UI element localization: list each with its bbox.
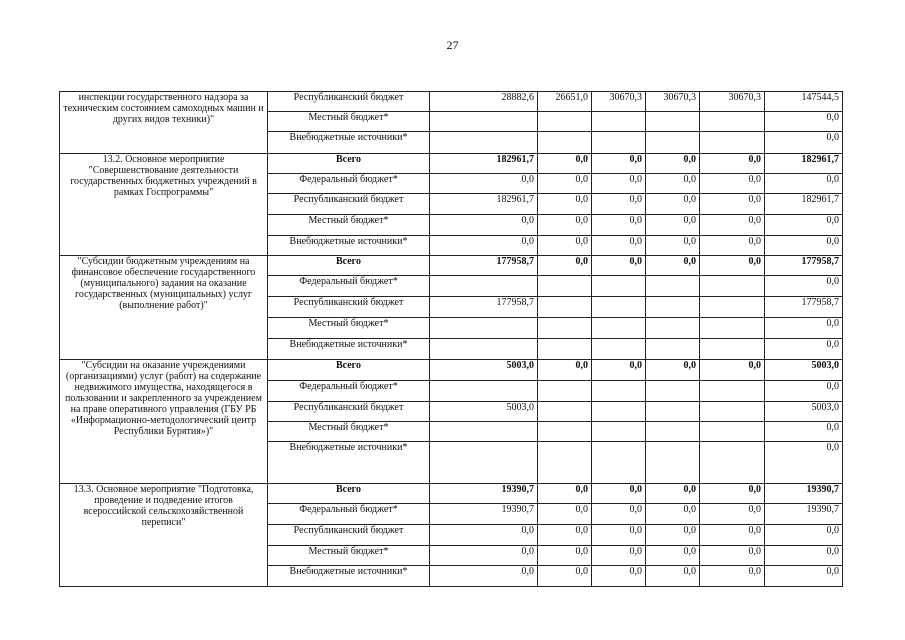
year-value-cell: 30670,3 (700, 92, 765, 112)
year-value-cell: 0,0 (646, 154, 700, 174)
year-value-cell (592, 442, 646, 484)
year-value-cell: 0,0 (646, 256, 700, 276)
year-value-cell (538, 132, 592, 154)
year-value-cell: 19390,7 (430, 484, 538, 504)
total-value-cell: 0,0 (765, 381, 843, 402)
funding-source-cell: Федеральный бюджет* (268, 504, 430, 525)
year-value-cell: 0,0 (592, 360, 646, 381)
year-value-cell (646, 442, 700, 484)
year-value-cell (430, 276, 538, 297)
year-value-cell: 0,0 (700, 484, 765, 504)
total-value-cell: 5003,0 (765, 360, 843, 381)
year-value-cell: 0,0 (592, 174, 646, 194)
event-title-cell: инспекции государственного надзора за техническим состоянием самоходных машин и других видов техники)" (60, 92, 268, 154)
funding-source-cell: Внебюджетные источники* (268, 132, 430, 154)
year-value-cell: 0,0 (538, 546, 592, 566)
year-value-cell: 30670,3 (592, 92, 646, 112)
funding-source-cell: Федеральный бюджет* (268, 381, 430, 402)
year-value-cell: 0,0 (592, 566, 646, 587)
year-value-cell (430, 132, 538, 154)
year-value-cell: 0,0 (646, 215, 700, 236)
year-value-cell: 0,0 (430, 546, 538, 566)
year-value-cell: 0,0 (538, 236, 592, 256)
total-value-cell: 182961,7 (765, 194, 843, 215)
year-value-cell: 0,0 (646, 525, 700, 546)
funding-source-cell: Местный бюджет* (268, 215, 430, 236)
year-value-cell (592, 422, 646, 442)
year-value-cell (700, 112, 765, 132)
total-value-cell: 177958,7 (765, 297, 843, 318)
year-value-cell: 0,0 (592, 484, 646, 504)
funding-source-cell: Республиканский бюджет (268, 402, 430, 422)
year-value-cell: 0,0 (538, 215, 592, 236)
table-row (60, 256, 843, 276)
year-value-cell: 0,0 (646, 236, 700, 256)
total-value-cell: 0,0 (765, 236, 843, 256)
year-value-cell (592, 339, 646, 360)
funding-source-cell: Внебюджетные источники* (268, 566, 430, 587)
year-value-cell: 0,0 (592, 525, 646, 546)
year-value-cell (430, 112, 538, 132)
funding-source-cell: Местный бюджет* (268, 318, 430, 339)
year-value-cell: 0,0 (592, 256, 646, 276)
year-value-cell: 0,0 (700, 194, 765, 215)
year-value-cell (538, 112, 592, 132)
total-value-cell: 19390,7 (765, 504, 843, 525)
year-value-cell (538, 339, 592, 360)
year-value-cell: 19390,7 (430, 504, 538, 525)
year-value-cell: 0,0 (592, 194, 646, 215)
year-value-cell: 0,0 (700, 525, 765, 546)
page-number: 27 (446, 38, 459, 52)
year-value-cell: 0,0 (646, 194, 700, 215)
year-value-cell: 177958,7 (430, 256, 538, 276)
total-value-cell: 177958,7 (765, 256, 843, 276)
total-value-cell: 0,0 (765, 215, 843, 236)
total-value-cell: 0,0 (765, 442, 843, 484)
year-value-cell (700, 402, 765, 422)
year-value-cell (646, 422, 700, 442)
year-value-cell (592, 381, 646, 402)
year-value-cell (700, 442, 765, 484)
year-value-cell (538, 381, 592, 402)
year-value-cell (700, 276, 765, 297)
year-value-cell (700, 339, 765, 360)
year-value-cell: 5003,0 (430, 360, 538, 381)
year-value-cell (646, 339, 700, 360)
year-value-cell (430, 381, 538, 402)
year-value-cell (430, 442, 538, 484)
year-value-cell (646, 381, 700, 402)
year-value-cell: 0,0 (430, 525, 538, 546)
year-value-cell: 0,0 (592, 236, 646, 256)
funding-source-cell: Федеральный бюджет* (268, 276, 430, 297)
year-value-cell (646, 402, 700, 422)
table-body (60, 92, 843, 587)
total-value-cell: 0,0 (765, 566, 843, 587)
year-value-cell: 0,0 (700, 256, 765, 276)
year-value-cell: 0,0 (646, 174, 700, 194)
event-title-cell: 13.3. Основное мероприятие "Подготовка, проведение и подведение итогов всероссийской сельскохозяйственной переписи" (60, 484, 268, 587)
year-value-cell (592, 112, 646, 132)
year-value-cell (700, 381, 765, 402)
year-value-cell (646, 112, 700, 132)
funding-source-cell: Местный бюджет* (268, 112, 430, 132)
year-value-cell: 0,0 (430, 215, 538, 236)
total-value-cell: 0,0 (765, 174, 843, 194)
funding-source-cell: Местный бюджет* (268, 422, 430, 442)
funding-source-cell: Местный бюджет* (268, 546, 430, 566)
year-value-cell: 0,0 (700, 360, 765, 381)
year-value-cell (538, 318, 592, 339)
funding-source-cell: Республиканский бюджет (268, 525, 430, 546)
table-row (60, 484, 843, 504)
year-value-cell: 0,0 (538, 566, 592, 587)
year-value-cell: 30670,3 (646, 92, 700, 112)
year-value-cell (538, 442, 592, 484)
funding-source-cell: Всего (268, 360, 430, 381)
total-value-cell: 0,0 (765, 422, 843, 442)
year-value-cell: 177958,7 (430, 297, 538, 318)
year-value-cell: 0,0 (646, 504, 700, 525)
total-value-cell: 0,0 (765, 112, 843, 132)
year-value-cell (430, 318, 538, 339)
year-value-cell: 0,0 (430, 174, 538, 194)
table-row (60, 360, 843, 381)
year-value-cell: 0,0 (430, 236, 538, 256)
year-value-cell: 0,0 (700, 236, 765, 256)
year-value-cell (646, 132, 700, 154)
year-value-cell: 0,0 (700, 566, 765, 587)
event-title-cell: "Субсидии бюджетным учреждениям на финансовое обеспечение государственного (муниципального) задания на оказание государственных (муниципальных) услуг (выполнение работ)" (60, 256, 268, 360)
year-value-cell: 0,0 (700, 174, 765, 194)
year-value-cell: 0,0 (538, 525, 592, 546)
year-value-cell (592, 402, 646, 422)
year-value-cell: 0,0 (646, 566, 700, 587)
year-value-cell: 0,0 (592, 546, 646, 566)
event-title-cell: 13.2. Основное мероприятие "Совершенствование деятельности государственных бюджетных учреждений в рамках Госпрограммы" (60, 154, 268, 256)
year-value-cell (592, 132, 646, 154)
year-value-cell (700, 297, 765, 318)
funding-source-cell: Всего (268, 154, 430, 174)
total-value-cell: 0,0 (765, 339, 843, 360)
year-value-cell: 28882,6 (430, 92, 538, 112)
total-value-cell: 0,0 (765, 546, 843, 566)
year-value-cell (538, 422, 592, 442)
year-value-cell: 0,0 (592, 504, 646, 525)
total-value-cell: 19390,7 (765, 484, 843, 504)
year-value-cell: 0,0 (538, 360, 592, 381)
table-row (60, 92, 843, 112)
year-value-cell: 0,0 (646, 546, 700, 566)
year-value-cell: 0,0 (538, 154, 592, 174)
year-value-cell (592, 297, 646, 318)
year-value-cell (538, 402, 592, 422)
funding-source-cell: Внебюджетные источники* (268, 339, 430, 360)
event-title-cell: "Субсидии на оказание учреждениями (организациями) услуг (работ) на содержание недвижимого имущества, находящегося в пользовании и закрепленного за учреждением на праве оперативного управления (ГБУ РБ «Информационно-методологический центр Республики Бурятия»)" (60, 360, 268, 484)
year-value-cell: 0,0 (700, 215, 765, 236)
year-value-cell (700, 318, 765, 339)
total-value-cell: 147544,5 (765, 92, 843, 112)
year-value-cell: 5003,0 (430, 402, 538, 422)
year-value-cell (538, 297, 592, 318)
year-value-cell: 0,0 (592, 154, 646, 174)
funding-source-cell: Республиканский бюджет (268, 194, 430, 215)
year-value-cell: 0,0 (700, 154, 765, 174)
year-value-cell: 0,0 (538, 504, 592, 525)
year-value-cell: 0,0 (538, 484, 592, 504)
year-value-cell: 0,0 (646, 360, 700, 381)
year-value-cell: 0,0 (430, 566, 538, 587)
funding-source-cell: Федеральный бюджет* (268, 174, 430, 194)
year-value-cell: 0,0 (538, 256, 592, 276)
funding-source-cell: Республиканский бюджет (268, 297, 430, 318)
year-value-cell (646, 318, 700, 339)
total-value-cell: 182961,7 (765, 154, 843, 174)
funding-source-cell: Всего (268, 484, 430, 504)
funding-source-cell: Всего (268, 256, 430, 276)
year-value-cell: 0,0 (538, 194, 592, 215)
funding-source-cell: Республиканский бюджет (268, 92, 430, 112)
budget-table (59, 91, 843, 587)
year-value-cell (700, 422, 765, 442)
funding-source-cell: Внебюджетные источники* (268, 236, 430, 256)
year-value-cell: 0,0 (538, 174, 592, 194)
year-value-cell: 0,0 (592, 215, 646, 236)
year-value-cell: 0,0 (646, 484, 700, 504)
year-value-cell: 182961,7 (430, 154, 538, 174)
funding-source-cell: Внебюджетные источники* (268, 442, 430, 484)
year-value-cell (646, 297, 700, 318)
year-value-cell: 182961,7 (430, 194, 538, 215)
year-value-cell: 0,0 (700, 546, 765, 566)
year-value-cell (700, 132, 765, 154)
year-value-cell (538, 276, 592, 297)
year-value-cell (430, 339, 538, 360)
year-value-cell (430, 422, 538, 442)
year-value-cell (592, 276, 646, 297)
year-value-cell (592, 318, 646, 339)
table-row (60, 154, 843, 174)
total-value-cell: 0,0 (765, 276, 843, 297)
year-value-cell: 0,0 (700, 504, 765, 525)
total-value-cell: 0,0 (765, 318, 843, 339)
total-value-cell: 5003,0 (765, 402, 843, 422)
year-value-cell (646, 276, 700, 297)
total-value-cell: 0,0 (765, 525, 843, 546)
total-value-cell: 0,0 (765, 132, 843, 154)
year-value-cell: 26651,0 (538, 92, 592, 112)
